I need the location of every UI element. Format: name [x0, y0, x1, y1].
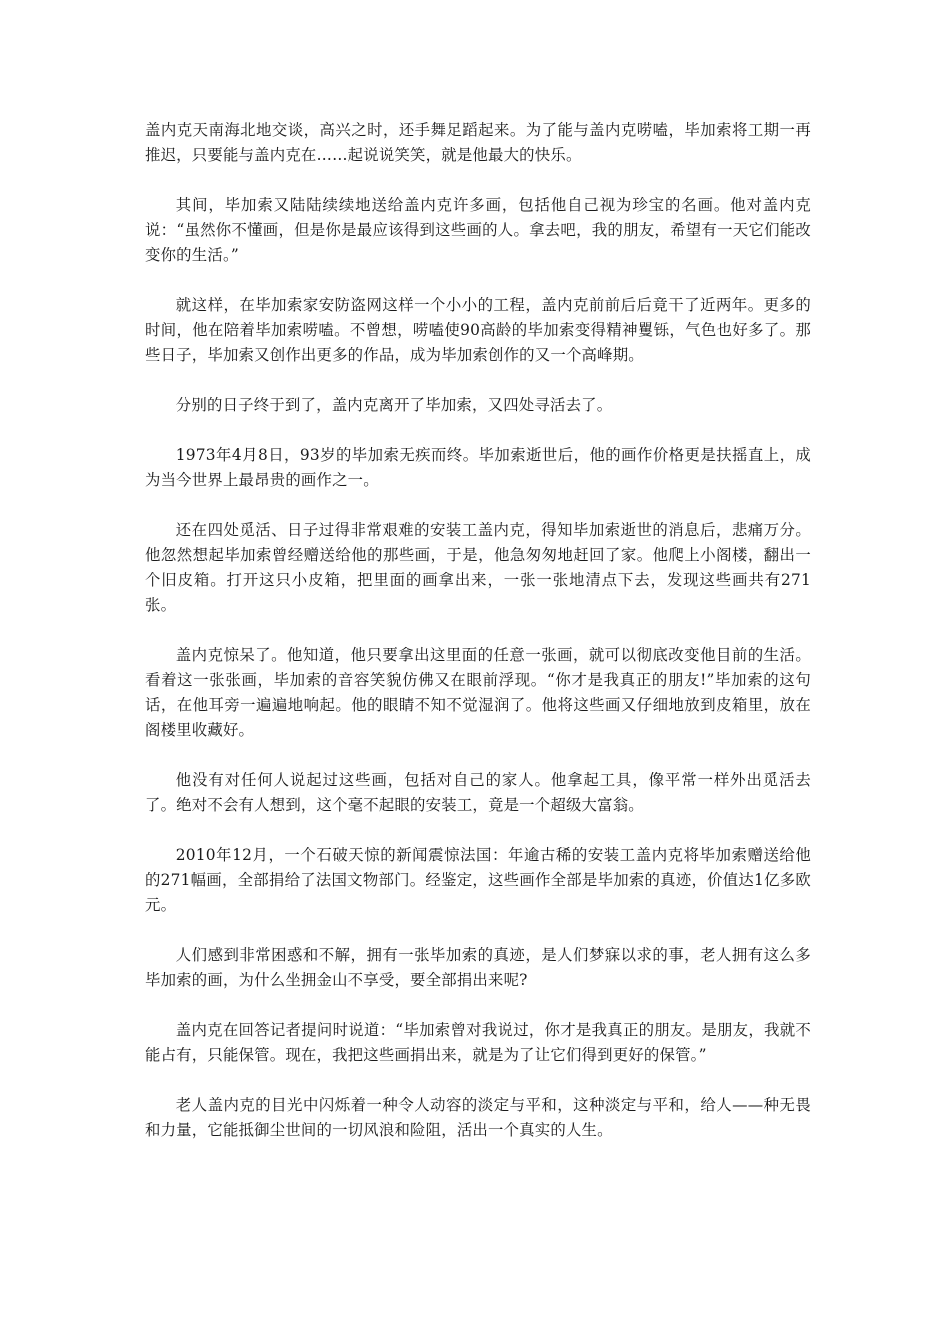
paragraph-3: 就这样，在毕加索家安防盗网这样一个小小的工程，盖内克前前后后竟干了近两年。更多的时间，他在陪着毕加索唠嗑。不曾想，唠嗑使90高龄的毕加索变得精神矍铄，气色也好多了。那些日子，毕加索又创作出更多的作品，成为毕加索创作的又一个高峰期。: [145, 296, 811, 364]
paragraph-7: 盖内克惊呆了。他知道，他只要拿出这里面的任意一张画，就可以彻底改变他目前的生活。看着这一张张画，毕加索的音容笑貌仿佛又在眼前浮现。“你才是我真正的朋友!”毕加索的这句话，在他耳旁一遍遍地响起。他的眼睛不知不觉湿润了。他将这些画又仔细地放到皮箱里，放在阁楼里收藏好。: [145, 646, 811, 739]
paragraph-1: 盖内克天南海北地交谈，高兴之时，还手舞足蹈起来。为了能与盖内克唠嗑，毕加索将工期一再推迟，只要能与盖内克在……起说说笑笑，就是他最大的快乐。: [145, 121, 811, 164]
paragraph-2: 其间，毕加索又陆陆续续地送给盖内克许多画，包括他自己视为珍宝的名画。他对盖内克说：“虽然你不懂画，但是你是最应该得到这些画的人。拿去吧，我的朋友，希望有一天它们能改变你的生活。”: [145, 196, 811, 264]
paragraph-10: 人们感到非常困惑和不解，拥有一张毕加索的真迹，是人们梦寐以求的事，老人拥有这么多毕加索的画，为什么坐拥金山不享受，要全部捐出来呢?: [145, 946, 811, 989]
paragraph-5: 1973年4月8日，93岁的毕加索无疾而终。毕加索逝世后，他的画作价格更是扶摇直上，成为当今世界上最昂贵的画作之一。: [145, 446, 811, 489]
paragraph-6: 还在四处觅活、日子过得非常艰难的安装工盖内克，得知毕加索逝世的消息后，悲痛万分。他忽然想起毕加索曾经赠送给他的那些画，于是，他急匆匆地赶回了家。他爬上小阁楼，翻出一个旧皮箱。打开这只小皮箱，把里面的画拿出来，一张一张地清点下去，发现这些画共有271张。: [145, 521, 811, 614]
paragraph-4: 分别的日子终于到了，盖内克离开了毕加索，又四处寻活去了。: [175, 396, 613, 414]
paragraph-11: 盖内克在回答记者提问时说道：“毕加索曾对我说过，你才是我真正的朋友。是朋友，我就不能占有，只能保管。现在，我把这些画捐出来，就是为了让它们得到更好的保管。”: [145, 1021, 811, 1064]
paragraph-9: 2010年12月，一个石破天惊的新闻震惊法国：年逾古稀的安装工盖内克将毕加索赠送给他的271幅画，全部捐给了法国文物部门。经鉴定，这些画作全部是毕加索的真迹，价值达1亿多欧元。: [145, 846, 811, 914]
article-body: [145, 118, 811, 1168]
paragraph-12: 老人盖内克的目光中闪烁着一种令人动容的淡定与平和，这种淡定与平和，给人——种无畏和力量，它能抵御尘世间的一切风浪和险阻，活出一个真实的人生。: [145, 1096, 811, 1139]
paragraph-8: 他没有对任何人说起过这些画，包括对自己的家人。他拿起工具，像平常一样外出觅活去了。绝对不会有人想到，这个毫不起眼的安装工，竟是一个超级大富翁。: [145, 771, 811, 814]
